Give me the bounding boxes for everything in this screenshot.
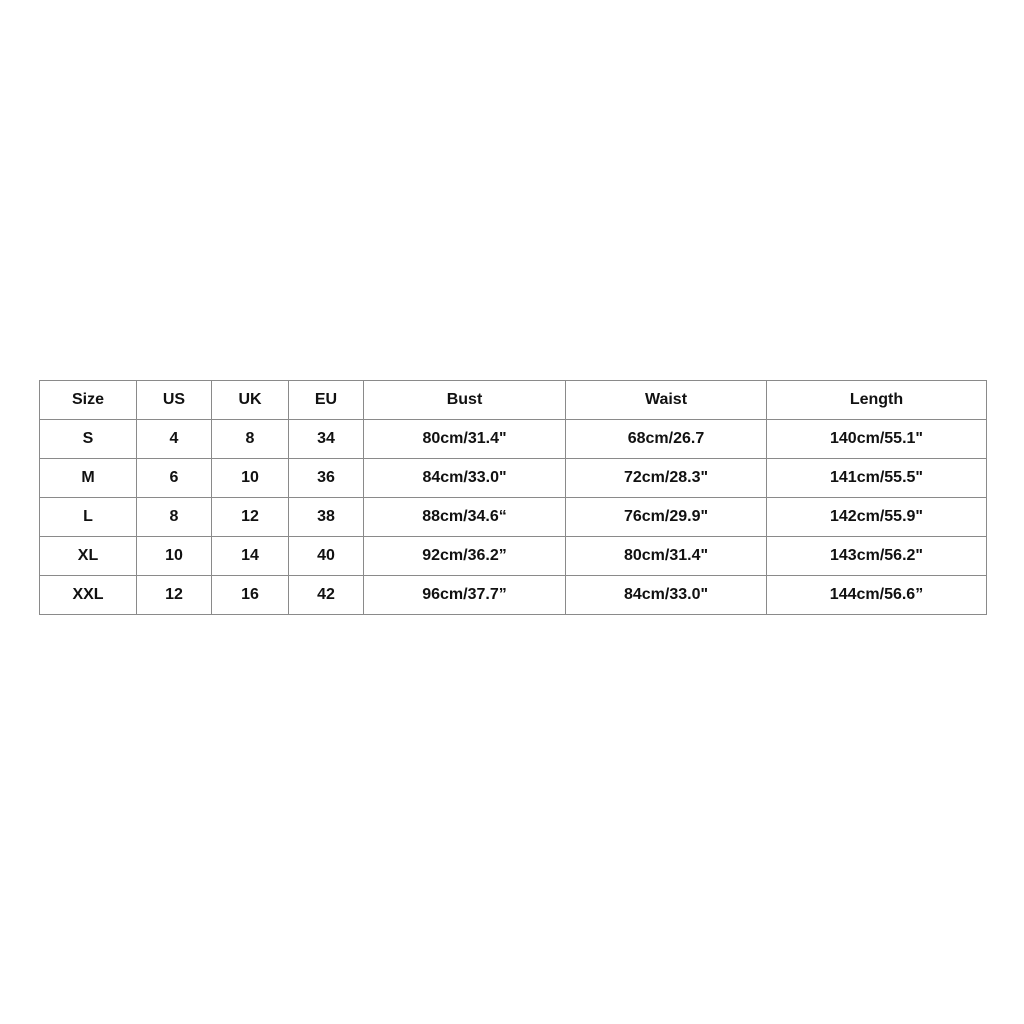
cell-bust: 88cm/34.6“ bbox=[364, 498, 566, 537]
table-row bbox=[40, 537, 987, 576]
cell-eu: 40 bbox=[289, 537, 364, 576]
cell-bust: 96cm/37.7” bbox=[364, 576, 566, 615]
cell-length: 142cm/55.9" bbox=[767, 498, 987, 537]
cell-bust: 84cm/33.0" bbox=[364, 459, 566, 498]
cell-eu: 38 bbox=[289, 498, 364, 537]
cell-us: 10 bbox=[137, 537, 212, 576]
cell-waist: 76cm/29.9" bbox=[566, 498, 767, 537]
cell-length: 143cm/56.2" bbox=[767, 537, 987, 576]
cell-waist: 80cm/31.4" bbox=[566, 537, 767, 576]
cell-us: 12 bbox=[137, 576, 212, 615]
cell-bust: 80cm/31.4" bbox=[364, 420, 566, 459]
cell-waist: 68cm/26.7 bbox=[566, 420, 767, 459]
table-row bbox=[40, 420, 987, 459]
table-row bbox=[40, 498, 987, 537]
header-us: US bbox=[137, 381, 212, 420]
cell-uk: 16 bbox=[212, 576, 289, 615]
size-chart-table bbox=[39, 380, 987, 615]
header-size: Size bbox=[40, 381, 137, 420]
cell-size: XXL bbox=[40, 576, 137, 615]
cell-length: 141cm/55.5" bbox=[767, 459, 987, 498]
header-row bbox=[40, 381, 987, 420]
cell-size: M bbox=[40, 459, 137, 498]
cell-eu: 34 bbox=[289, 420, 364, 459]
cell-size: XL bbox=[40, 537, 137, 576]
header-bust: Bust bbox=[364, 381, 566, 420]
cell-waist: 84cm/33.0" bbox=[566, 576, 767, 615]
cell-us: 8 bbox=[137, 498, 212, 537]
cell-size: L bbox=[40, 498, 137, 537]
cell-eu: 42 bbox=[289, 576, 364, 615]
cell-size: S bbox=[40, 420, 137, 459]
cell-uk: 14 bbox=[212, 537, 289, 576]
cell-uk: 10 bbox=[212, 459, 289, 498]
header-uk: UK bbox=[212, 381, 289, 420]
cell-eu: 36 bbox=[289, 459, 364, 498]
cell-us: 6 bbox=[137, 459, 212, 498]
cell-us: 4 bbox=[137, 420, 212, 459]
table-row bbox=[40, 459, 987, 498]
cell-uk: 12 bbox=[212, 498, 289, 537]
cell-bust: 92cm/36.2” bbox=[364, 537, 566, 576]
header-eu: EU bbox=[289, 381, 364, 420]
header-waist: Waist bbox=[566, 381, 767, 420]
cell-uk: 8 bbox=[212, 420, 289, 459]
cell-length: 140cm/55.1" bbox=[767, 420, 987, 459]
table-row bbox=[40, 576, 987, 615]
header-length: Length bbox=[767, 381, 987, 420]
cell-waist: 72cm/28.3" bbox=[566, 459, 767, 498]
cell-length: 144cm/56.6” bbox=[767, 576, 987, 615]
